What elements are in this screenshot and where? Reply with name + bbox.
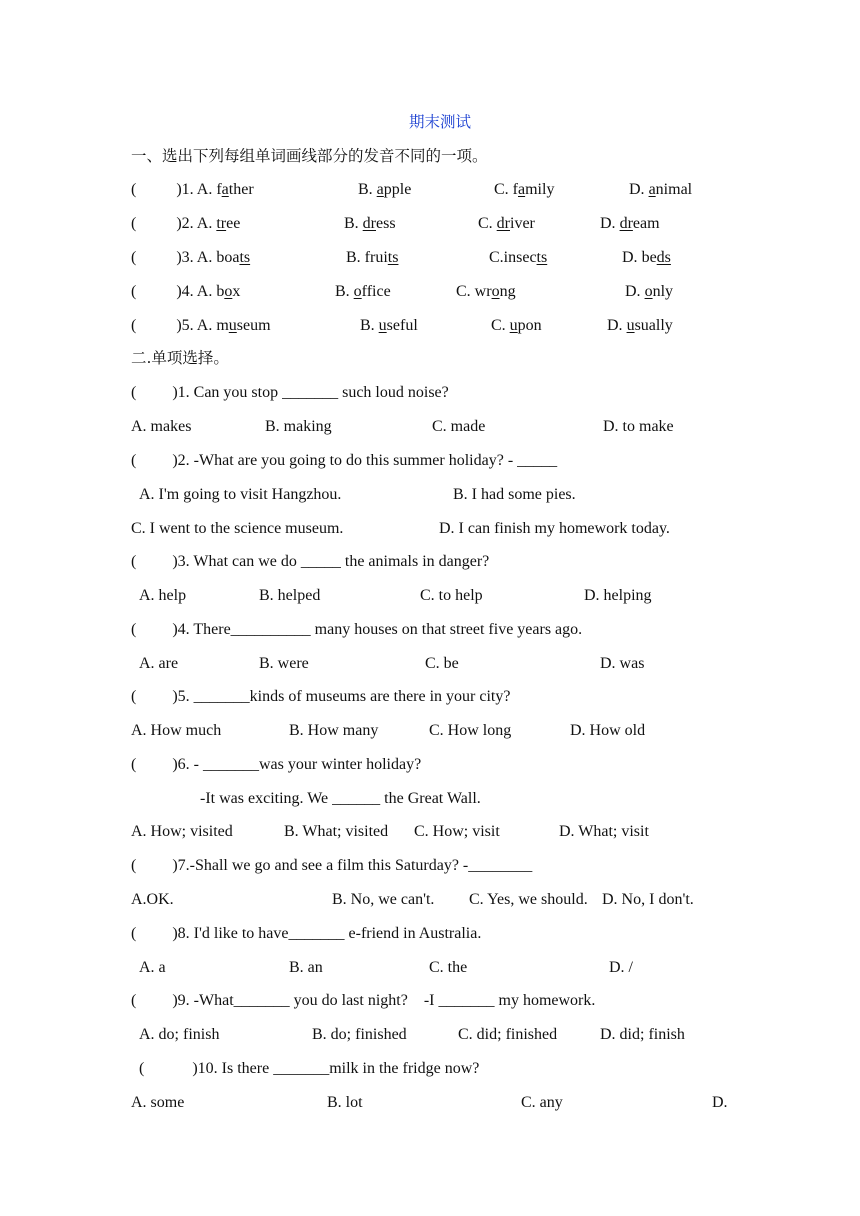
q1-option-d: D. to make <box>603 418 674 435</box>
section1-heading: 一、选出下列每组单词画线部分的发音不同的一项。 <box>131 147 488 165</box>
q3-option-d: D. helping <box>584 587 652 604</box>
question-number: ( )2. A. tree <box>131 215 241 232</box>
q7-option-b: B. No, we can't. <box>332 891 435 908</box>
mc-question-1: ( )1. Can you stop _______ such loud noise? <box>131 384 449 401</box>
q6-option-b: B. What; visited <box>284 823 389 840</box>
option-b: B. office <box>335 283 391 300</box>
option-c: C. family <box>494 181 555 198</box>
q10-option-c: C. any <box>521 1094 563 1111</box>
q5-option-a: A. How much <box>131 722 222 739</box>
q3-option-a: A. help <box>139 587 187 604</box>
section2-heading: 二.单项选择。 <box>131 349 229 367</box>
q9-option-a: A. do; finish <box>139 1026 220 1043</box>
q8-option-b: B. an <box>289 959 323 976</box>
q2-option-c: C. I went to the science museum. <box>131 520 344 537</box>
option-c: C.insects <box>489 249 548 266</box>
option-d: D. animal <box>629 181 693 198</box>
option-c: C. upon <box>491 317 542 334</box>
mc-question-2: ( )2. -What are you going to do this summer holiday? - _____ <box>131 452 558 469</box>
q1-option-b: B. making <box>265 418 332 435</box>
q7-option-c: C. Yes, we should. <box>469 891 588 908</box>
option-b: B. useful <box>360 317 418 334</box>
q10-option-b: B. lot <box>327 1094 363 1111</box>
q7-option-d: D. No, I don't. <box>602 891 694 908</box>
q5-option-c: C. How long <box>429 722 512 739</box>
question-number: ( )4. A. box <box>131 283 241 300</box>
question-number: ( )5. A. museum <box>131 317 271 334</box>
question-number: ( )1. A. father <box>131 181 254 198</box>
option-c: C. wrong <box>456 283 516 300</box>
option-b: B. fruits <box>346 249 399 266</box>
q8-option-a: A. a <box>139 959 166 976</box>
q7-option-a: A.OK. <box>131 891 174 908</box>
q9-option-c: C. did; finished <box>458 1026 558 1043</box>
q1-option-a: A. makes <box>131 418 192 435</box>
q6-option-d: D. What; visit <box>559 823 649 840</box>
q6-option-c: C. How; visit <box>414 823 500 840</box>
mc-question-8: ( )8. I'd like to have_______ e-friend in Australia. <box>131 925 482 942</box>
q4-option-d: D. was <box>600 655 645 672</box>
mc-question-10: ( )10. Is there _______milk in the fridge now? <box>139 1060 480 1077</box>
q4-option-b: B. were <box>259 655 309 672</box>
option-d: D. beds <box>622 249 671 266</box>
q9-option-d: D. did; finish <box>600 1026 685 1043</box>
mc-question-4: ( )4. There__________ many houses on that street five years ago. <box>131 621 583 638</box>
q1-option-c: C. made <box>432 418 486 435</box>
mc-question-7: ( )7.-Shall we go and see a film this Saturday? -________ <box>131 857 533 874</box>
mc-question-9: ( )9. -What_______ you do last night? -I _______ my homework. <box>131 992 596 1009</box>
q8-option-c: C. the <box>429 959 468 976</box>
option-b: B. apple <box>358 181 412 198</box>
mc-question-3: ( )3. What can we do _____ the animals in danger? <box>131 553 490 570</box>
q2-option-a: A. I'm going to visit Hangzhou. <box>139 486 342 503</box>
q10-option-a: A. some <box>131 1094 185 1111</box>
q5-option-b: B. How many <box>289 722 379 739</box>
option-d: D. dream <box>600 215 660 232</box>
q4-option-c: C. be <box>425 655 459 672</box>
q8-option-d: D. / <box>609 959 633 976</box>
q2-option-d: D. I can finish my homework today. <box>439 520 670 537</box>
question-number: ( )3. A. boats <box>131 249 251 266</box>
page-title: 期末测试 <box>409 113 472 131</box>
option-d: D. usually <box>607 317 673 334</box>
q6-option-a: A. How; visited <box>131 823 233 840</box>
mc-question-6-response: -It was exciting. We ______ the Great Wall. <box>200 790 481 807</box>
q2-option-b: B. I had some pies. <box>453 486 576 503</box>
q5-option-d: D. How old <box>570 722 646 739</box>
q9-option-b: B. do; finished <box>312 1026 407 1043</box>
option-c: C. driver <box>478 215 535 232</box>
q3-option-b: B. helped <box>259 587 321 604</box>
option-d: D. only <box>625 283 674 300</box>
q3-option-c: C. to help <box>420 587 483 604</box>
q10-option-d: D. <box>712 1094 728 1111</box>
option-b: B. dress <box>344 215 396 232</box>
mc-question-5: ( )5. _______kinds of museums are there in your city? <box>131 688 511 705</box>
mc-question-6: ( )6. - _______was your winter holiday? <box>131 756 422 773</box>
q4-option-a: A. are <box>139 655 179 672</box>
